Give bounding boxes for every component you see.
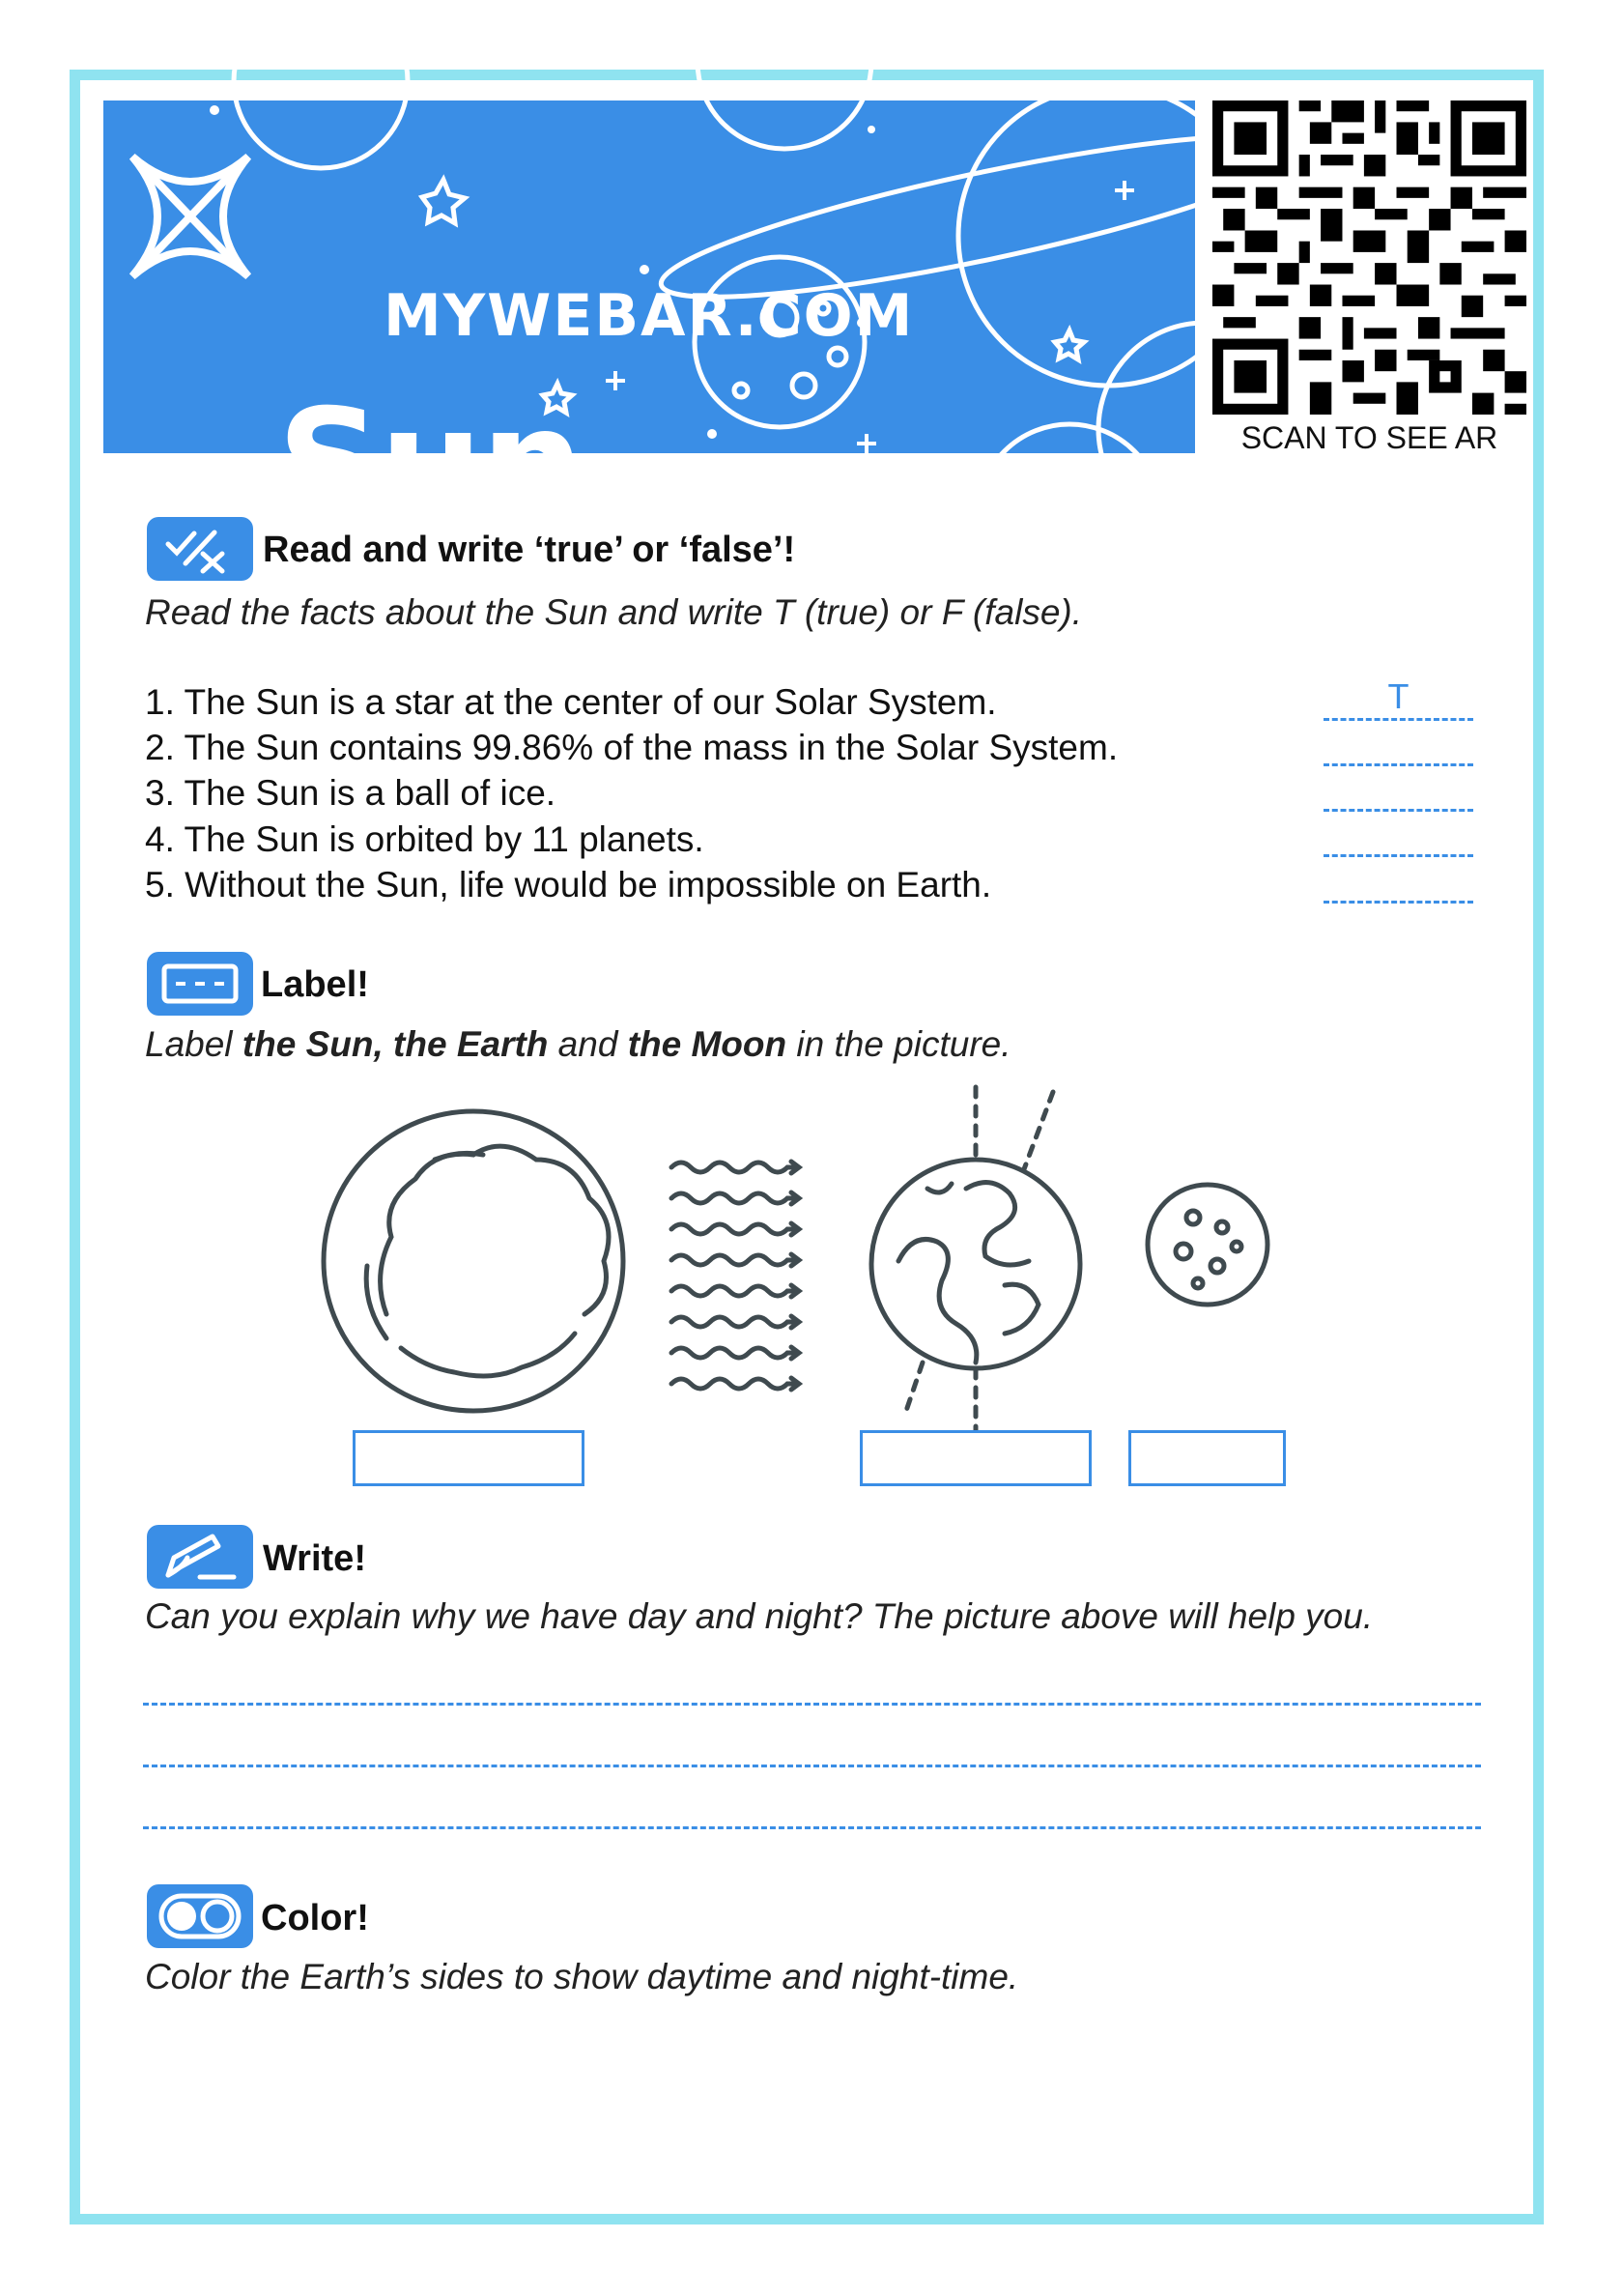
mywebar-logo [132,157,248,276]
answer-1[interactable]: T [1387,676,1409,716]
space-decoration [103,100,1195,453]
page-title: Sun [277,379,583,547]
brand-name: MYWEBAR.COM [384,282,915,350]
pencil-icon [147,1525,253,1589]
write-title: Write! [263,1538,366,1579]
answer-line-3[interactable] [1324,809,1473,812]
sun-earth-moon-illustration [309,1073,1304,1440]
label-title: Label! [261,964,369,1005]
color-instruction: Color the Earth’s sides to show daytime and night-time. [145,1957,1019,1996]
qr-code[interactable] [1212,100,1526,415]
header-banner [103,100,1195,547]
sun-drawing [324,1111,623,1411]
earth-label-box[interactable] [860,1430,1092,1486]
moon-drawing [1148,1185,1267,1305]
toggle-icon [147,1884,253,1948]
label-box-icon [147,952,253,1016]
qr-caption: SCAN TO SEE AR [1240,420,1498,455]
statement-5: 5. Without the Sun, life would be impossible on Earth. [145,865,992,904]
write-line-2[interactable] [143,1765,1481,1767]
answer-line-1[interactable] [1324,718,1473,721]
sun-rays [671,1162,799,1390]
write-line-1[interactable] [143,1703,1481,1706]
statement-1: 1. The Sun is a star at the center of our Solar System. [145,682,997,722]
check-cross-icon [147,517,253,581]
answer-line-5[interactable] [1324,901,1473,904]
true-false-title: Read and write ‘true’ or ‘false’! [263,530,796,570]
write-instruction: Can you explain why we have day and night? The picture above will help you. [145,1596,1374,1636]
label-instruction: Label the Sun, the Earth and the Moon in the picture. [145,1024,1011,1064]
moon-label-box[interactable] [1128,1430,1286,1486]
statement-3: 3. The Sun is a ball of ice. [145,773,556,813]
answer-line-4[interactable] [1324,854,1473,857]
earth-drawing [871,1087,1080,1430]
write-line-3[interactable] [143,1826,1481,1829]
true-false-instruction: Read the facts about the Sun and write T (true) or F (false). [145,592,1083,632]
statement-4: 4. The Sun is orbited by 11 planets. [145,819,704,859]
sun-label-box[interactable] [353,1430,584,1486]
answer-line-2[interactable] [1324,763,1473,766]
color-title: Color! [261,1898,369,1938]
statement-2: 2. The Sun contains 99.86% of the mass in the Solar System. [145,728,1119,767]
